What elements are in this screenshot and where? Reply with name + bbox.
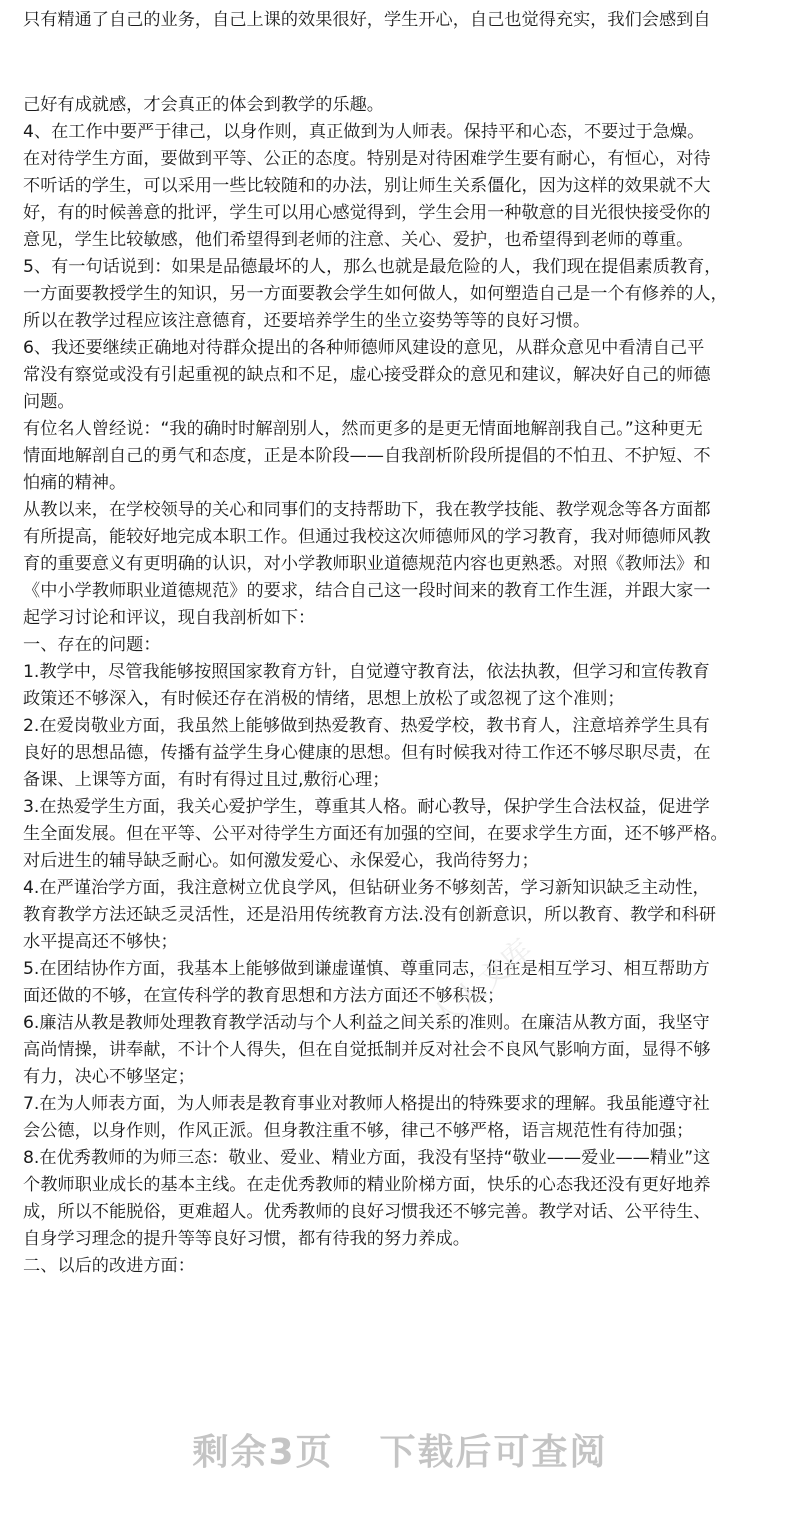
text-line: 水平提高还不够快； bbox=[23, 932, 178, 952]
text-line: 只有精通了自己的业务，自己上课的效果很好，学生开心，自己也觉得充实，我们会感到自 bbox=[23, 10, 711, 30]
section-heading: 一、存在的问题： bbox=[23, 635, 161, 655]
text-line: 有所提高，能较好地完成本职工作。但通过我校这次师德师风的学习教育，我对师德师风教 bbox=[23, 527, 711, 547]
text-line: 在对待学生方面，要做到平等、公正的态度。特别是对待困难学生要有耐心，有恒心，对待 bbox=[23, 149, 711, 169]
text-line: 备课、上课等方面，有时有得过且过,敷衍心理； bbox=[23, 770, 390, 790]
text-line: 3.在热爱学生方面，我关心爱护学生，尊重其人格。耐心教导，保护学生合法权益，促进学 bbox=[23, 797, 710, 817]
text-line: 不听话的学生，可以采用一些比较随和的办法，别让师生关系僵化，因为这样的效果就不大 bbox=[23, 176, 711, 196]
text-line: 自身学习理念的提升等等良好习惯，都有待我的努力养成。 bbox=[23, 1229, 470, 1249]
text-line: 会公德，以身作则，作风正派。但身教注重不够，律己不够严格，语言规范性有待加强； bbox=[23, 1121, 694, 1141]
text-line: 意见，学生比较敏感，他们希望得到老师的注意、关心、爱护，也希望得到老师的尊重。 bbox=[23, 230, 694, 250]
text-line: 起学习讨论和评议，现自我剖析如下： bbox=[23, 608, 316, 628]
text-line: 5.在团结协作方面，我基本上能够做到谦虚谨慎、尊重同志，但在是相互学习、相互帮助方 bbox=[23, 959, 710, 979]
text-line: 从教以来，在学校领导的关心和同事们的支持帮助下，我在教学技能、教学观念等各方面都 bbox=[23, 500, 711, 520]
text-line: 高尚情操，讲奉献，不计个人得失，但在自觉抵制并反对社会不良风气影响方面，显得不够 bbox=[23, 1040, 711, 1060]
text-line: 8.在优秀教师的为师三态：敬业、爱业、精业方面，我没有坚持“敬业——爱业——精业”这 bbox=[23, 1148, 711, 1168]
text-line: 情面地解剖自己的勇气和态度，正是本阶段——自我剖析阶段所提倡的不怕丑、不护短、不 bbox=[23, 446, 711, 466]
text-line: 所以在教学过程应该注意德育，还要培养学生的坐立姿势等等的良好习惯。 bbox=[23, 311, 591, 331]
text-line: 1.教学中，尽管我能够按照国家教育方针，自觉遵守教育法，依法执教，但学习和宣传教育 bbox=[23, 662, 710, 682]
text-line: 《中小学教师职业道德规范》的要求，结合自己这一段时间来的教育工作生涯，并跟大家一 bbox=[23, 581, 711, 601]
text-line: 7.在为人师表方面，为人师表是教育事业对教师人格提出的特殊要求的理解。我虽能遵守社 bbox=[23, 1094, 710, 1114]
text-line: 对后进生的辅导缺乏耐心。如何激发爱心、永保爱心，我尚待努力； bbox=[23, 851, 539, 871]
watermark: 人人文库 bbox=[425, 932, 540, 1037]
text-line: 有位名人曾经说：“我的确时时解剖别人，然而更多的是更无情面地解剖我自己。”这种更无 bbox=[23, 419, 703, 439]
text-line: 教育教学方法还缺乏灵活性，还是沿用传统教育方法.没有创新意识，所以教育、教学和科研 bbox=[23, 905, 716, 925]
text-line: 6、我还要继续正确地对待群众提出的各种师德师风建设的意见，从群众意见中看清自己平 bbox=[23, 338, 705, 358]
remaining-pages-label: 剩余3页 bbox=[192, 1432, 334, 1473]
text-line: 怕痛的精神。 bbox=[23, 473, 127, 493]
text-line: 二、以后的改进方面： bbox=[23, 1256, 195, 1276]
text-line: 有力，决心不够坚定； bbox=[23, 1067, 195, 1087]
download-to-view-label[interactable]: 下载后可查阅 bbox=[379, 1432, 608, 1473]
text-line: 常没有察觉或没有引起重视的缺点和不足，虚心接受群众的意见和建议，解决好自己的师德 bbox=[23, 365, 711, 385]
text-line: 个教师职业成长的基本主线。在走优秀教师的精业阶梯方面，快乐的心态我还没有更好地养 bbox=[23, 1175, 711, 1195]
text-line: 4.在严谨治学方面，我注意树立优良学风，但钻研业务不够刻苦，学习新知识缺乏主动性， bbox=[23, 878, 710, 898]
text-line: 6.廉洁从教是教师处理教育教学活动与个人利益之间关系的准则。在廉洁从教方面，我坚守 bbox=[23, 1013, 710, 1033]
text-line: 面还做的不够，在宣传科学的教育思想和方法方面还不够积极； bbox=[23, 986, 505, 1006]
text-line: 4、在工作中要严于律己，以身作则，真正做到为人师表。保持平和心态，不要过于急燥。 bbox=[23, 122, 705, 142]
text-line: 2.在爱岗敬业方面，我虽然上能够做到热爱教育、热爱学校，教书育人，注意培养学生具有 bbox=[23, 716, 710, 736]
text-line: 生全面发展。但在平等、公平对待学生方面还有加强的空间，在要求学生方面，还不够严格。 bbox=[23, 824, 728, 844]
text-line: 良好的思想品德，传播有益学生身心健康的思想。但有时候我对待工作还不够尽职尽责，在 bbox=[23, 743, 711, 763]
text-line: 5、有一句话说到：如果是品德最坏的人，那么也就是最危险的人，我们现在提倡素质教育， bbox=[23, 257, 722, 277]
text-line: 一方面要教授学生的知识，另一方面要教会学生如何做人，如何塑造自己是一个有修养的人， bbox=[23, 284, 728, 304]
download-banner[interactable] bbox=[0, 1424, 800, 1475]
text-line: 己好有成就感，才会真正的体会到教学的乐趣。 bbox=[23, 95, 384, 115]
text-line: 好，有的时候善意的批评，学生可以用心感觉得到，学生会用一种敬意的目光很快接受你的 bbox=[23, 203, 711, 223]
text-line: 成，所以不能脱俗，更难超人。优秀教师的良好习惯我还不够完善。教学对话、公平待生、 bbox=[23, 1202, 711, 1222]
text-line: 政策还不够深入，有时候还存在消极的情绪，思想上放松了或忽视了这个准则； bbox=[23, 689, 625, 709]
text-line: 问题。 bbox=[23, 392, 75, 412]
text-line: 育的重要意义有更明确的认识，对小学教师职业道德规范内容也更熟悉。对照《教师法》和 bbox=[23, 554, 711, 574]
